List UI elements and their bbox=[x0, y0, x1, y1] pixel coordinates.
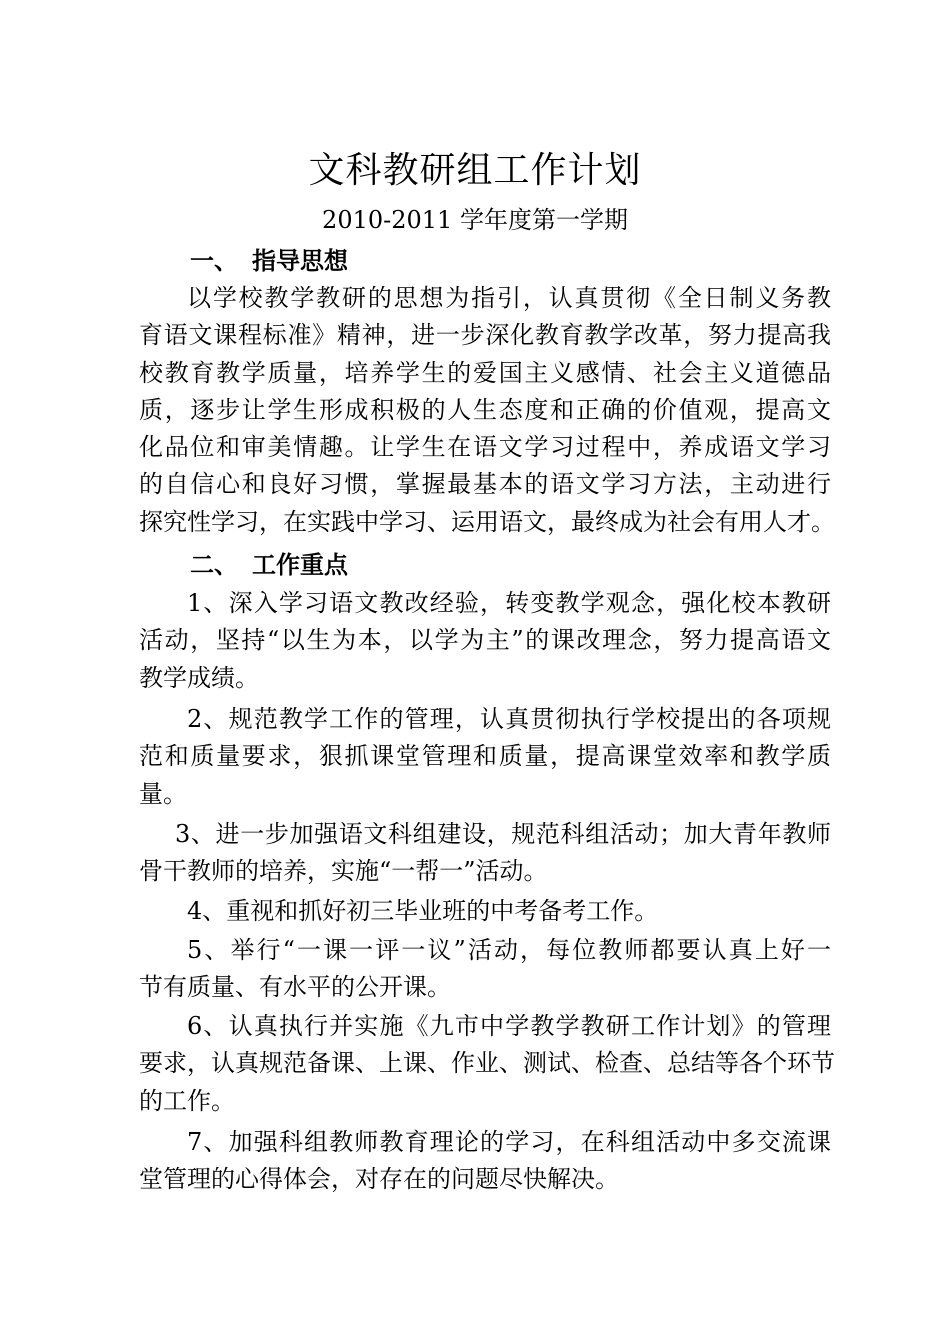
document-title: 文科教研组工作计划 bbox=[308, 150, 642, 191]
work-item-5 bbox=[139, 932, 831, 1007]
section-heading-work-focus bbox=[190, 548, 348, 582]
section-number: 一、 bbox=[190, 247, 238, 275]
section-number: 二、 bbox=[190, 551, 238, 579]
paragraph-line: 质，逐步让学生形成积极的人生态度和正确的价值观，提高文 bbox=[139, 395, 831, 424]
paragraph-line: 以学校教学教研的思想为指引，认真贯彻《全日制义务教 bbox=[187, 284, 831, 312]
paragraph-line: 1、深入学习语文教改经验，转变教学观念，强化校本教研 bbox=[187, 589, 831, 617]
paragraph-line: 骨干教师的培养，实施“一帮一”活动。 bbox=[139, 857, 548, 886]
paragraph-guiding-thought bbox=[139, 280, 835, 541]
paragraph-line: 3、进一步加强语文科组建设，规范科组活动；加大青年教师 bbox=[175, 820, 831, 848]
paragraph-line: 校教育教学质量，培养学生的爱国主义感情、社会主义道德品 bbox=[139, 358, 831, 387]
paragraph-line: 节有质量、有水平的公开课。 bbox=[139, 973, 451, 1002]
paragraph-line: 要求，认真规范备课、上课、作业、测试、检查、总结等各个环节 bbox=[139, 1049, 835, 1078]
work-item-7 bbox=[139, 1124, 831, 1199]
paragraph-line: 教学成绩。 bbox=[139, 663, 259, 692]
section-heading-guiding-thought bbox=[190, 244, 348, 278]
paragraph-line: 的工作。 bbox=[139, 1086, 235, 1115]
work-item-6 bbox=[139, 1008, 835, 1120]
paragraph-line: 4、重视和抓好初三毕业班的中考备考工作。 bbox=[187, 897, 659, 925]
work-item-3 bbox=[139, 816, 831, 891]
section-heading-text: 指导思想 bbox=[252, 247, 348, 275]
paragraph-line: 探究性学习，在实践中学习、运用语文，最终成为社会有用人才。 bbox=[139, 507, 835, 536]
paragraph-line: 5、举行“一课一评一议”活动，每位教师都要认真上好一 bbox=[187, 936, 831, 964]
document-subtitle: 2010-2011 学年度第一学期 bbox=[322, 206, 628, 234]
section-heading-text: 工作重点 bbox=[252, 551, 348, 579]
paragraph-line: 育语文课程标准》精神，进一步深化教育教学改革，努力提高我 bbox=[139, 321, 831, 350]
work-item-4 bbox=[139, 893, 831, 930]
work-item-2 bbox=[139, 701, 831, 813]
paragraph-line: 量。 bbox=[139, 779, 187, 808]
paragraph-line: 7、加强科组教师教育理论的学习，在科组活动中多交流课 bbox=[187, 1128, 831, 1156]
work-item-1 bbox=[139, 585, 831, 697]
paragraph-line: 的自信心和良好习惯，掌握最基本的语文学习方法，主动进行 bbox=[139, 470, 831, 499]
paragraph-line: 化品位和审美情趣。让学生在语文学习过程中，养成语文学习 bbox=[139, 433, 831, 462]
paragraph-line: 堂管理的心得体会，对存在的问题尽快解决。 bbox=[139, 1165, 619, 1194]
paragraph-line: 6、认真执行并实施《九市中学教学教研工作计划》的管理 bbox=[187, 1012, 831, 1040]
paragraph-line: 活动，坚持“以生为本，以学为主”的课改理念，努力提高语文 bbox=[139, 626, 831, 655]
paragraph-line: 2、规范教学工作的管理，认真贯彻执行学校提出的各项规 bbox=[187, 705, 831, 733]
paragraph-line: 范和质量要求，狠抓课堂管理和质量，提高课堂效率和教学质 bbox=[139, 742, 831, 771]
